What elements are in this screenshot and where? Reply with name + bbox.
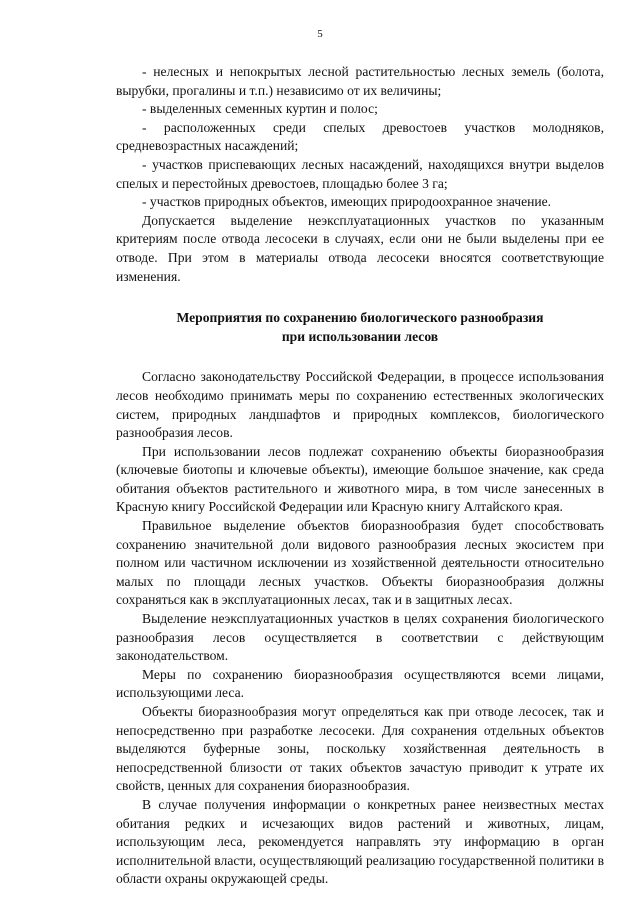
paragraph: В случае получения информации о конкретных ранее неизвестных местах обитания редких и исчезающих видов растений и животных, лицам, использующим леса, рекомендуется направлять эту информацию в орган исполнительной власти, осуществляющий реализацию государственной политики в области охраны окружающей среды. xyxy=(116,796,604,887)
list-item: - нелесных и непокрытых лесной растительностью лесных земель (болота, вырубки, прогалины и т.п.) независимо от их величины; xyxy=(116,64,604,98)
paragraph: Объекты биоразнообразия могут определяться как при отводе лесосек, так и непосредственно при разработке лесосеки. Для сохранения отдельных объектов выделяются буферные зоны, поскольку хозяйственная деятельность в непосредственной близости от таких объектов зачастую приводит к утрате их свойств, ценных для сохранения биоразнообразия. xyxy=(116,704,604,794)
page-number: 5 xyxy=(317,28,323,40)
document-body xyxy=(116,63,604,889)
list-item: - расположенных среди спелых древостоев участков молодняков, средневозрастных насаждений; xyxy=(116,119,604,154)
paragraph: Выделение неэксплуатационных участков в целях сохранения биологического разнообразия лесов осуществляется в соответствии с действующим законодательством. xyxy=(116,611,604,664)
section-heading xyxy=(116,309,604,346)
list-item: - участков приспевающих лесных насаждений, находящихся внутри выделов спелых и перестойных древостоев, площадью более 3 га; xyxy=(116,156,604,191)
paragraph: При использовании лесов подлежат сохранению объекты биоразнообразия (ключевые биотопы и ключевые объекты), имеющие большое значение, как среда обитания объектов растительного и животного мира, в том числе занесенных в Красную книгу Российской Федерации или Красную книгу Алтайского края. xyxy=(116,443,604,515)
list-item: - участков природных объектов, имеющих природоохранное значение. xyxy=(142,194,552,210)
list-item: - выделенных семенных куртин и полос; xyxy=(142,101,378,117)
paragraph: Меры по сохранению биоразнообразия осуществляются всеми лицами, использующими леса. xyxy=(116,666,604,701)
section-heading-line: Мероприятия по сохранению биологического разнообразия xyxy=(176,310,544,326)
paragraph: Согласно законодательству Российской Федерации, в процессе использования лесов необходимо принимать меры по сохранению естественных экологических систем, природных ландшафтов и природных комплексов, биологического разнообразия лесов. xyxy=(116,369,604,441)
section-heading-line: при использовании лесов xyxy=(281,328,439,344)
paragraph: Допускается выделение неэксплуатационных участков по указанным критериям после отвода лесосеки в случаях, если они не были выделены при ее отводе. При этом в материалы отвода лесосеки вносятся соответствующие изменения. xyxy=(116,212,604,284)
paragraph: Правильное выделение объектов биоразнообразия будет способствовать сохранению значительной доли видового разнообразия лесных экосистем при полном или частичном исключении из хозяйственной деятельности относительно малых по площади лесных участков. Объекты биоразнообразия должны сохраняться как в эксплуатационных лесах, так и в защитных лесах. xyxy=(116,518,604,608)
